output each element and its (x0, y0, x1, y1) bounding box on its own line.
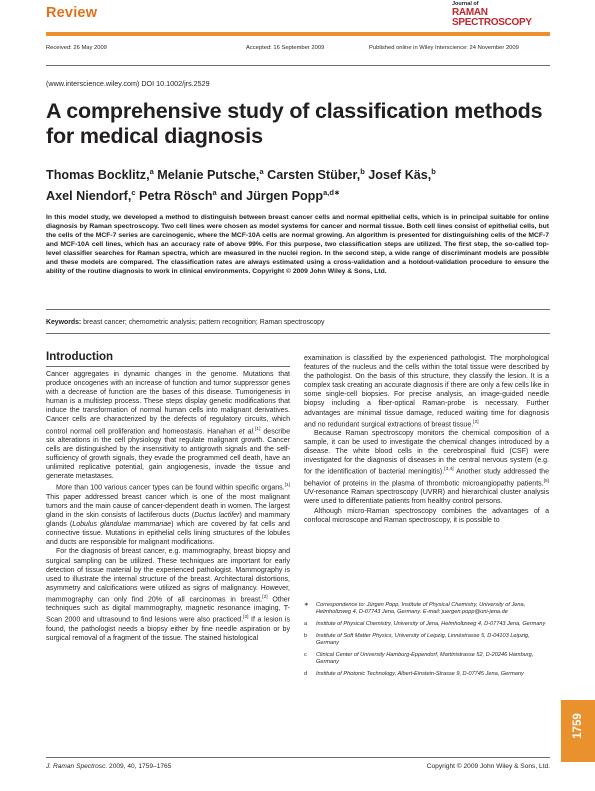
footer-citation (46, 763, 171, 770)
author-name: Axel Niendorf, (46, 189, 132, 204)
dates-rule (46, 65, 550, 66)
citation-ref[interactable]: [1] (255, 426, 261, 432)
footnotes (304, 602, 549, 683)
citation-ref[interactable]: [5] (543, 478, 549, 484)
footnote (304, 633, 549, 648)
text-run: Another study addressed the behavior of proteins in the plasma of thrombotic microangiopathy patients. (304, 468, 550, 488)
footnote-text: Correspondence to: Jürgen Popp, Institute of Physical Chemistry, University of Jena, Helmholtzweg 4, D-07743 Jena, Germany. E-mail: juergen.popp@uni-jena.de (316, 602, 526, 616)
published-date: Published online in Wiley Interscience: 24 November 2009 (369, 45, 519, 51)
footnote-mark: b (304, 632, 308, 639)
text-run: If a lesion is found, the pathologist needs a biopsy either by fine needle aspiration or by surgical removal of a fragment of the tissue. The stained histological (46, 616, 291, 642)
italic-text: Lobulus glandulae mammariae (72, 521, 172, 529)
citation-ref[interactable]: [1] (284, 483, 290, 489)
journal-logo-line1: RAMAN (452, 6, 488, 18)
text-run: Although micro-Raman spectroscopy combines the advantages of a confocal microscope and Raman spectroscopy, it is possible to (304, 507, 549, 524)
journal-logo-line2: SPECTROSCOPY (452, 16, 532, 28)
received-date: Received: 26 May 2009 (46, 45, 107, 51)
text-run: Other techniques such as digital mammography, magnetic resonance imaging, T-Scan 2000 and ultrasound to find lesions were also practiced. (46, 596, 290, 624)
author-affiliation-mark: b (360, 167, 365, 176)
author-affiliation-mark: b (431, 167, 436, 176)
keywords-label: Keywords: (46, 319, 82, 326)
intro-heading-rule (46, 366, 290, 367)
abstract: In this model study, we developed a method to distinguish between breast cancer cells and normal epithelial cells, which is in principal suitable for online diagnosis by Raman spectroscopy. Two cell lines were chosen as model systems for cancer and normal tissue. Both cell lines consist of epithelial cells, but the cells of the MCF-7 series are carcinogenic, where the MCF-10A cells are normal growing. An algorithm is presented for distinguishing cells of the MCF-7 and MCF-10A cell lines, which has an accuracy rate of above 99%. For this purpose, two classification steps are utilized. The first step, the so-called top-level classifier searches for Raman spectra, which are measured in the nuclei region. In the second step, a wide range of discriminant models are possible and these models are compared. The classification rates are always estimated using a cross-validation and a holdout-validation procedure to ensure the ability of the routine diagnosis to work in clinical environments. Copyright © 2009 John Wiley & Sons, Ltd. (46, 214, 549, 276)
author-affiliation-mark: a (259, 167, 264, 176)
footnote-mark: ∗ (304, 602, 309, 608)
footnote (304, 652, 549, 667)
paragraph (304, 429, 549, 506)
citation-ref[interactable]: [3,4] (444, 467, 454, 473)
footnote-text: Clinical Center of University Hamburg-Eppendorf, Martinistrasse 52, D-20246 Hamburg, Germany (316, 651, 534, 666)
journal-logo-small: Journal of (452, 1, 479, 7)
text-run: examination is classified by the experienced pathologist. The morphological features of the nucleus and the cells within the total tissue were described by the pathologist. On the basis of this structure, they classify the lesion. It is a complex task creating an accurate diagnosis if there are only a few cells like in some single-cell biopsies. For precise analysis, an image-guided needle biopsy including a fiber-optical Raman-probe is necessary. Further advantages are minimal tissue damage, reduced waiting time for diagnosis and no redundant surgical extractions of breast tissue. (304, 355, 549, 428)
paragraph (46, 370, 290, 481)
citation-ref[interactable]: [2] (473, 419, 479, 425)
italic-text: Ductus lactifer (194, 512, 240, 520)
citation-ref[interactable]: [2] (243, 615, 249, 621)
page-number: 1759 (572, 713, 584, 739)
author-name: Josef Käs, (364, 168, 432, 183)
journal-logo (452, 2, 552, 28)
author-line-2 (46, 184, 556, 205)
author-name: Melanie Putsche, (153, 168, 260, 183)
paragraph (46, 481, 290, 547)
author-name: Petra Rösch (135, 189, 213, 204)
author-name: Carsten Stüber, (263, 168, 361, 183)
footer-copyright: Copyright © 2009 John Wiley & Sons, Ltd. (426, 763, 550, 770)
author-name: Thomas Bocklitz, (46, 168, 150, 183)
footnote-text: Institute of Soft Matter Physics, University of Leipzig, Linnéstrasse 5, D-04103 Leipzig, Germany (316, 632, 530, 647)
footnote-text: Institute of Photonic Technology, Albert-Einstein-Strasse 9, D-07745 Jena, Germany (316, 671, 524, 678)
paragraph (46, 547, 290, 643)
footnote (304, 602, 549, 617)
italic-text: et al. (238, 427, 256, 435)
paragraph (304, 507, 549, 525)
footnote-mark: c (304, 651, 307, 658)
author-affiliation-mark: c (131, 188, 136, 198)
author-line-1 (46, 163, 556, 184)
author-affiliation-mark: a (212, 188, 217, 198)
text-run: More than 100 various cancer types can be found within specific organs. (56, 484, 285, 492)
paragraph (304, 354, 549, 429)
footer-rule (46, 757, 550, 758)
author-affiliation-mark: a,d∗ (323, 188, 341, 198)
keywords (46, 318, 549, 327)
footer-journal: J. Raman Spectrosc. (46, 763, 108, 770)
text-run: Cancer aggregates in dynamic changes in the genome. Mutations that produce oncogenes with an increase of function and tumor suppressor genes with a decrease of function are the bases of this disease. Tumorigenesis in human is a multistep process. These steps display genetic modifications that induce the transformation of normal human cells into malignant derivatives. Cancer cells are characterized by the defects of regulatory circuits, which control normal cell proliferation and homeostasis. Hanahan (46, 371, 290, 435)
author-list (46, 163, 556, 205)
footnote-mark: a (304, 621, 308, 628)
accepted-date: Accepted: 16 September 2009 (246, 45, 325, 51)
keywords-text: breast cancer; chemometric analysis; pattern recognition; Raman spectroscopy (83, 319, 325, 326)
author-name: and Jürgen Popp (216, 189, 324, 204)
keywords-rule-bottom (46, 333, 550, 334)
body-column-left (46, 370, 290, 643)
text-run: ) and mammary glands ( (46, 512, 290, 529)
text-run: ) which are covered by fat cells and connective tissue. Mutations in epithelial cells lining structures of the lobules and ducts are responsible for malignant modifications. (46, 521, 290, 547)
footnote (304, 671, 549, 678)
text-run: Because Raman spectroscopy monitors the chemical composition of a sample, it can be used to investigate the chemical changes introduced by a disease. The white blood cells in the cerebrospinal fluid (CSF) were investigated for the diagnosis of diseases in the central nervous system (e.g. for the identification of bacterial meningitis). (304, 430, 549, 476)
header-rule (46, 32, 550, 36)
text-run: This paper addressed breast cancer which is one of the most malignant tumors and the main cause of cancer-dependent death in women. The largest gland in the skin consists of lactiferous ducts ( (46, 493, 290, 520)
text-run: For the diagnosis of breast cancer, e.g. mammography, breast biopsy and surgical sampling can be utilized. These techniques are important for early detection of tissue material by the experienced pathologist. Mammography is used to illustrate the internal structure of the breast. Architectural distortions, asymmetry and calcifications were utilized as signs of malignancy. However, mammography can only find 20% of all carcinomas in breast. (46, 548, 290, 604)
body-column-right (304, 354, 549, 525)
section-label: Review (46, 5, 98, 21)
keywords-rule-top (46, 309, 550, 310)
footnote (304, 621, 549, 628)
text-run: describe six alterations in the cell physiology that regulate malignant growth. Cancer cells are distinguished by the insensitivity to antigrowth signals and the self-sufficiency of growth signals, they evade the programmed cell death, have an unlimited replicative potential, gain angiogenesis, invade the tissue and generate metastases. (46, 427, 291, 481)
introduction-heading: Introduction (46, 351, 114, 363)
footnote-text: Institute of Physical Chemistry, University of Jena, Helmholtzweg 4, D-07743 Jena, Germany (316, 621, 546, 628)
author-affiliation-mark: a (149, 167, 154, 176)
text-run: UV-resonance Raman spectroscopy (UVRR) and hierarchical cluster analysis were used to differentiate patients from healthy control persons. (304, 489, 549, 506)
footnote-mark: d (304, 671, 308, 678)
article-title: A comprehensive study of classification methods for medical diagnosis (46, 99, 543, 148)
citation-ref[interactable]: [2] (262, 594, 268, 600)
doi-line[interactable]: (www.interscience.wiley.com) DOI 10.1002/jrs.2529 (46, 79, 210, 88)
footer-volume: 2009, 40, 1759–1765 (107, 763, 172, 770)
